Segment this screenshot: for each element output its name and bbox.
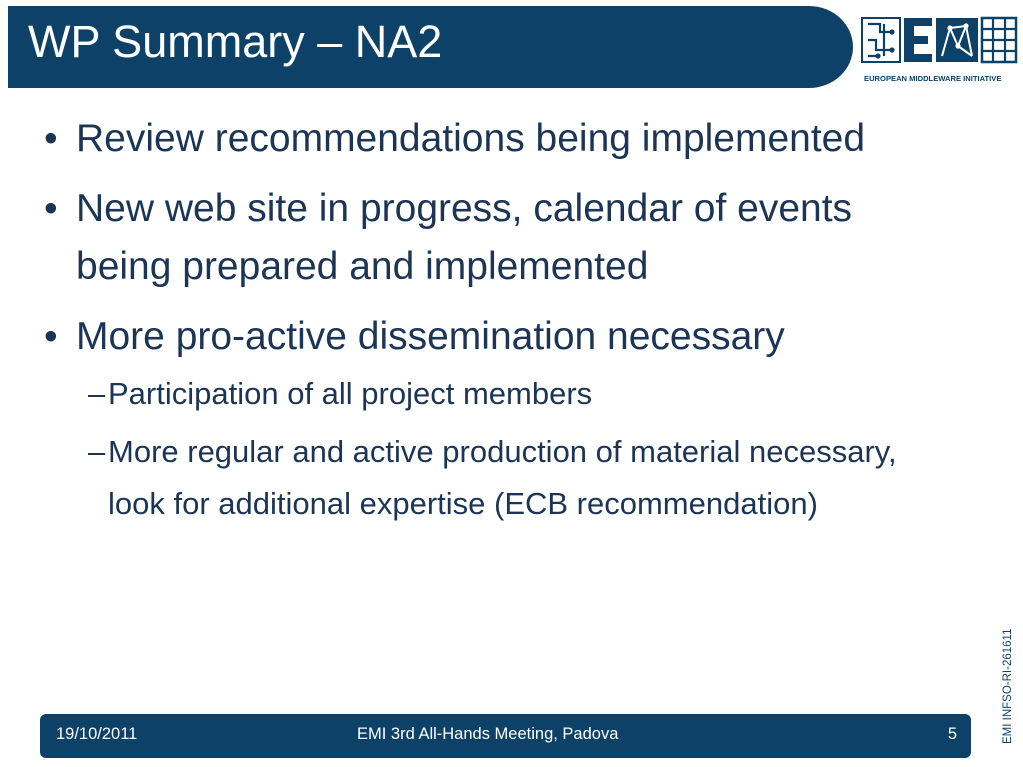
footer-page-number: 5: [947, 725, 957, 743]
bullet-mark: •: [44, 187, 58, 230]
bullet-item: [44, 110, 944, 168]
bullet-item: [44, 180, 944, 296]
bullet-item: [44, 308, 944, 366]
emi-logo: [858, 12, 1020, 88]
bullet-mark: •: [44, 117, 58, 160]
bullet-text: New web site in progress, calendar of events being prepared and implemented: [76, 187, 853, 288]
bullet-text: More pro-active dissemination necessary: [76, 315, 785, 358]
sub-bullet-item: [44, 368, 944, 420]
sub-bullet-text: More regular and active production of material necessary, look for additional expertise (ECB recommendation): [108, 434, 897, 521]
sub-bullet-text: Participation of all project members: [108, 376, 593, 411]
footer-bar: [40, 714, 971, 758]
logo-caption: EUROPEAN MIDDLEWARE INITIATIVE: [864, 74, 1002, 83]
footer-event: EMI 3rd All-Hands Meeting, Padova: [357, 725, 619, 743]
footer-date: 19/10/2011: [56, 725, 138, 743]
slide-content: [44, 110, 944, 536]
slide-title: WP Summary – NA2: [28, 16, 443, 67]
bullet-text: Review recommendations being implemented: [76, 117, 866, 160]
sub-bullet-mark: –: [88, 434, 106, 469]
bullet-mark: •: [44, 315, 58, 358]
emi-logo-icon: [858, 12, 1020, 72]
sub-bullet-mark: –: [88, 376, 106, 411]
side-reference: EMI INFSO-RI-261611: [1002, 628, 1014, 744]
sub-bullet-item: [44, 426, 918, 530]
title-bar: [8, 6, 853, 88]
